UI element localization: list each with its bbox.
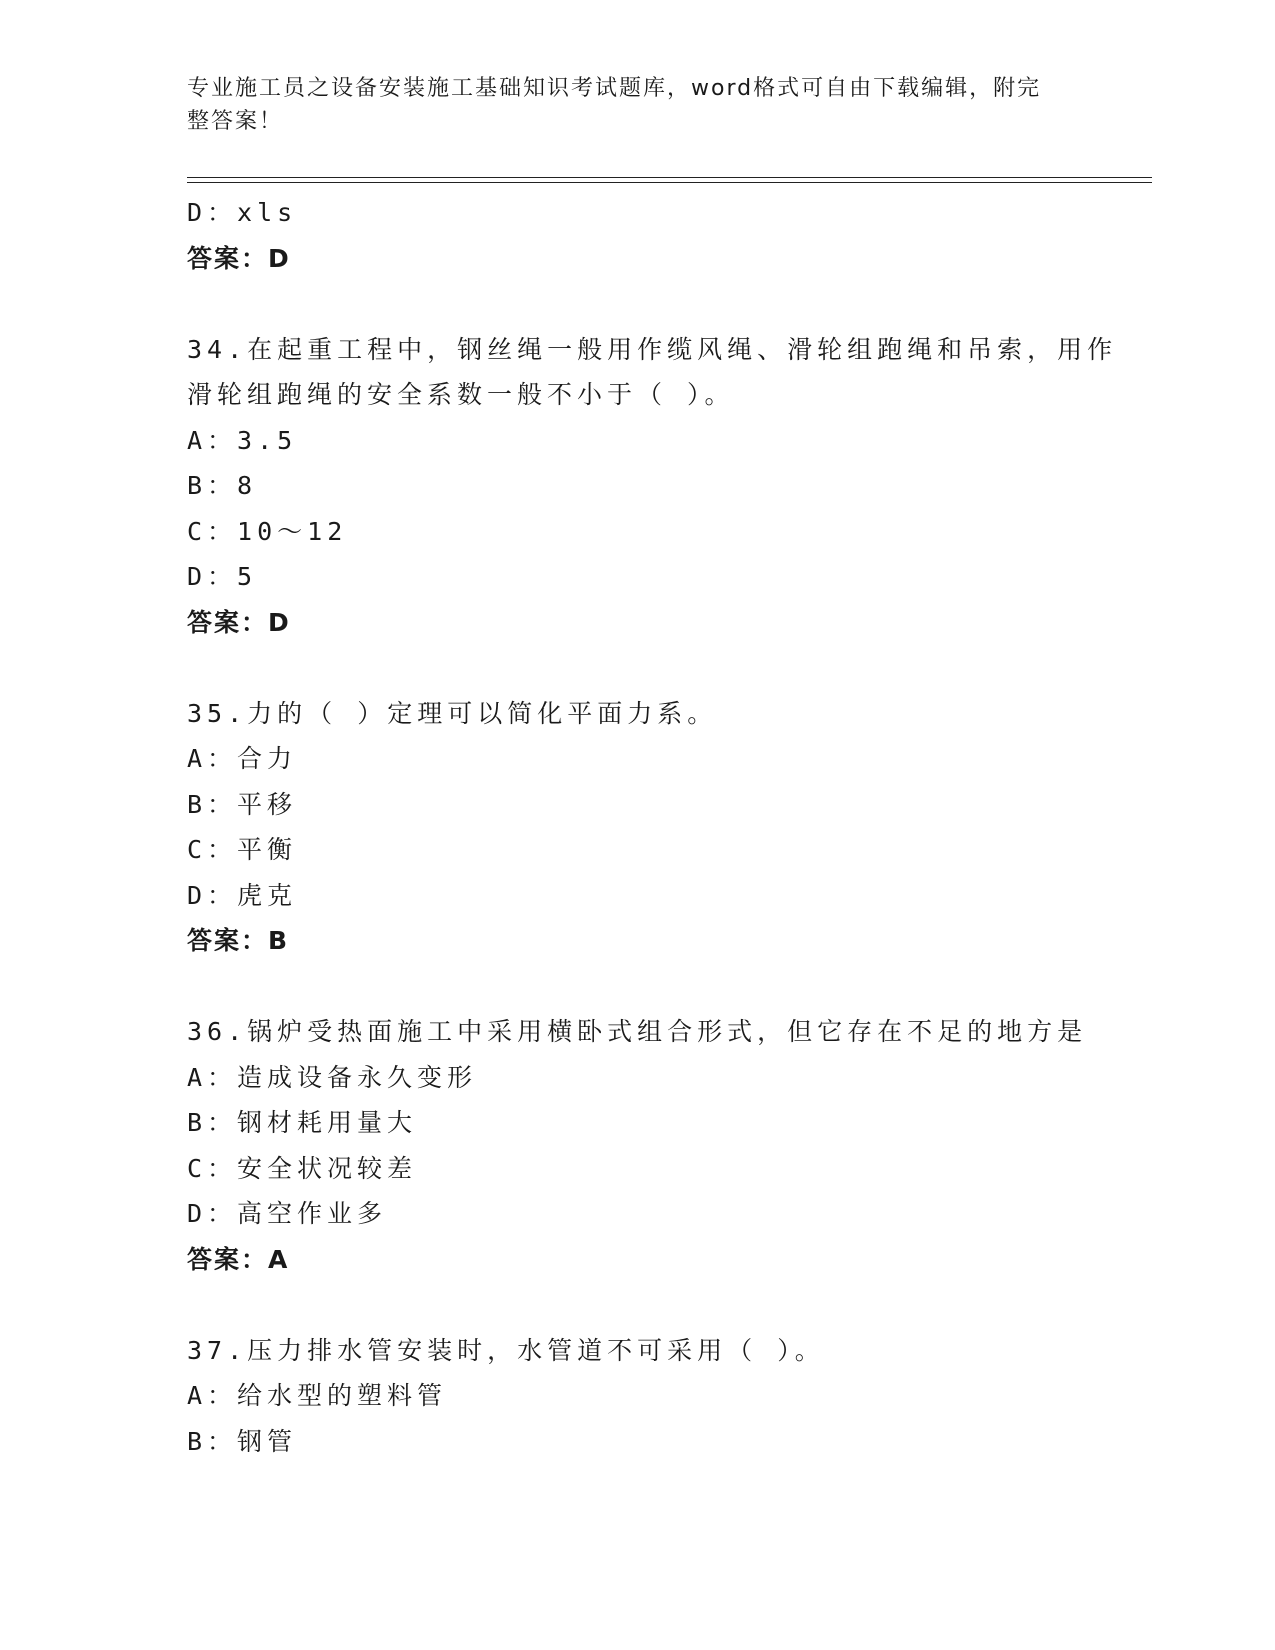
header-title-line-2: 整答案！: [187, 109, 284, 134]
option-line: B：钢管: [187, 1426, 298, 1456]
answer-line: 答案：D: [187, 243, 291, 273]
header-title-line-1: 专业施工员之设备安装施工基础知识考试题库，word格式可自由下载编辑，附完: [187, 76, 1042, 101]
answer-line: 答案：D: [187, 607, 291, 637]
spacer: [187, 281, 1087, 327]
option-line: B：8: [187, 471, 258, 500]
option-line: D：虎克: [187, 880, 298, 910]
option-line: A：造成设备永久变形: [187, 1062, 478, 1092]
document-header: [187, 72, 1087, 138]
option-line: A：3.5: [187, 425, 298, 455]
option-line: D：xls: [187, 198, 298, 227]
option-line: D：5: [187, 562, 258, 591]
question-text: 34.在起重工程中，钢丝绳一般用作缆风绳、滑轮组跑绳和吊索，用作: [187, 334, 1118, 364]
answer-line: 答案：A: [187, 1244, 290, 1274]
question-text: 35.力的（ ）定理可以简化平面力系。: [187, 698, 718, 728]
option-line: A：给水型的塑料管: [187, 1381, 448, 1410]
option-line: C：10～12: [187, 516, 348, 546]
spacer: [187, 964, 1087, 1010]
option-line: B：平移: [187, 789, 298, 819]
option-line: C：平衡: [187, 835, 298, 864]
option-line: A：合力: [187, 744, 298, 773]
spacer: [187, 645, 1087, 691]
question-text: 37.压力排水管安装时，水管道不可采用（ ）。: [187, 1335, 825, 1365]
spacer: [187, 1282, 1087, 1328]
option-line: C：安全状况较差: [187, 1153, 418, 1183]
header-divider-bottom: [187, 182, 1152, 183]
question-text: 滑轮组跑绳的安全系数一般不小于（ ）。: [187, 380, 735, 409]
answer-line: 答案：B: [187, 926, 290, 955]
question-text: 36.锅炉受热面施工中采用横卧式组合形式，但它存在不足的地方是: [187, 1017, 1088, 1046]
option-line: D：高空作业多: [187, 1199, 388, 1228]
option-line: B：钢材耗用量大: [187, 1108, 418, 1137]
question-list: [187, 190, 1118, 1464]
header-divider-top: [187, 177, 1152, 178]
